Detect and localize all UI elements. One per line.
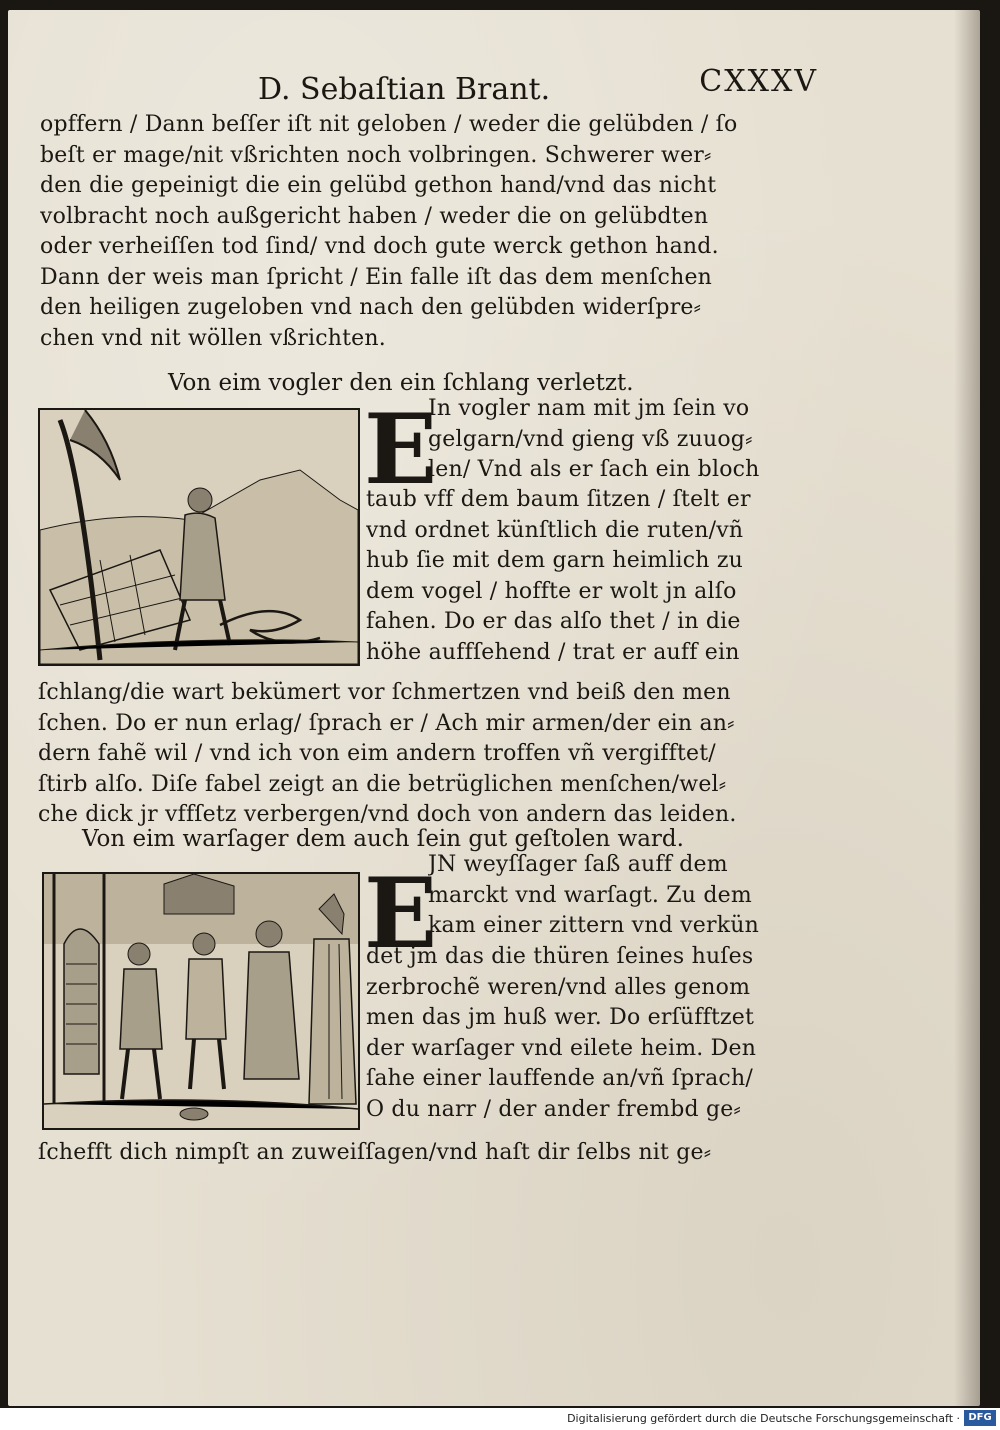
text-line: chen vnd nit wöllen vßrichten.: [40, 325, 386, 351]
woodcut-illustration: [44, 874, 358, 1128]
fable2-side-text-lower: [366, 942, 808, 1125]
fable1-woodcut-bird-catcher: [38, 408, 360, 666]
running-head-author: D. Sebaſtian Brant.: [258, 72, 551, 107]
book-page: [8, 10, 980, 1406]
text-line: ſchefft dich nimpſt an zuweiſſagen/vnd haſt dir ſelbs nit ge⸗: [38, 1140, 712, 1165]
text-line: Dann der weis man ſpricht / Ein falle iſt das dem menſchen: [40, 264, 713, 290]
fable1-side-text: [428, 394, 808, 486]
text-line: che dick jr vffſetz verbergen/vnd doch von andern das leiden.: [38, 802, 737, 827]
text-line: len/ Vnd als er ſach ein bloch: [428, 457, 760, 482]
text-line: ſchlang/die wart bekümert vor ſchmertzen vnd beiß den men: [38, 680, 731, 705]
page-gutter-shadow: [954, 10, 980, 1406]
fable2-full-text: [38, 1138, 818, 1169]
text-line: ſchen. Do er nun erlag/ ſprach er / Ach mir armen/der ein an⸗: [38, 710, 735, 736]
text-line: volbracht noch außgericht haben / weder die on gelübdten: [40, 203, 709, 229]
text-line: men das jm huß wer. Do erſüfftzet: [366, 1005, 755, 1030]
fable2-heading: Von eim warſager dem auch ſein gut geſtolen ward.: [82, 826, 684, 852]
text-line: O du narr / der ander frembd ge⸗: [366, 1096, 742, 1122]
text-line: gelgarn/vnd gieng vß zuuog⸗: [428, 426, 753, 452]
text-line: marckt vnd warſagt. Zu dem: [428, 882, 752, 908]
text-line: den die gepeinigt die ein gelübd gethon hand/vnd das nicht: [40, 173, 717, 198]
running-head: [258, 64, 818, 112]
text-line: JN weyſſager ſaß auff dem: [428, 852, 728, 877]
text-line: det jm das die thüren ſeines huſes: [366, 944, 754, 969]
fable2-initial: E: [364, 857, 438, 970]
text-line: höhe auffſehend / trat er auff ein: [366, 639, 740, 665]
fable2-side-text: [428, 850, 808, 942]
text-line: dem vogel / hoffte er wolt jn alſo: [366, 578, 737, 604]
text-line: ſtirb alſo. Diſe fabel zeigt an die betrüglichen menſchen/wel⸗: [38, 771, 727, 797]
fable1-heading: Von eim vogler den ein ſchlang verletzt.: [168, 370, 634, 396]
text-line: den heiligen zugeloben vnd nach den gelübden widerſpre⸗: [40, 295, 702, 320]
text-line: kam einer zittern vnd verkün: [428, 913, 759, 938]
text-line: vnd ordnet künſtlich die ruten/vñ: [366, 517, 744, 543]
fable2-woodcut-soothsayer: [42, 872, 360, 1130]
text-line: hub ſie mit dem garn heimlich zu: [366, 548, 743, 573]
text-line: fahen. Do er das alſo thet / in die: [366, 609, 741, 634]
fable1-full-text: [38, 678, 818, 831]
text-line: taub vff dem baum ſitzen / ſtelt er: [366, 487, 751, 512]
text-line: oder verheiſſen tod ſind/ vnd doch gute werck gethon hand.: [40, 234, 719, 259]
text-line: opffern / Dann beſſer iſt nit geloben / weder die gelübden / ſo: [40, 112, 738, 137]
text-line: dern fahẽ wil / vnd ich von eim andern troffen vñ vergifftet/: [38, 741, 716, 766]
text-line: beſt er mage/nit vßrichten noch volbringen. Schwerer wer⸗: [40, 142, 712, 168]
text-line: ſahe einer lauffende an/vñ ſprach/: [366, 1066, 753, 1091]
funding-credit: Digitalisierung gefördert durch die Deutsche Forschungsgemeinschaft ·: [567, 1412, 960, 1425]
woodcut-illustration: [40, 410, 358, 664]
text-line: zerbrochẽ weren/vnd alles genom: [366, 974, 751, 1000]
text-line: der warſager vnd eilete heim. Den: [366, 1035, 757, 1061]
top-paragraph: [40, 110, 820, 354]
fable1-initial: E: [364, 393, 438, 506]
folio-number: CXXXV: [699, 64, 818, 99]
fable1-side-text-lower: [366, 485, 808, 668]
text-line: In vogler nam mit jm ſein vo: [428, 396, 750, 421]
dfg-logo-icon: DFG: [964, 1410, 996, 1426]
